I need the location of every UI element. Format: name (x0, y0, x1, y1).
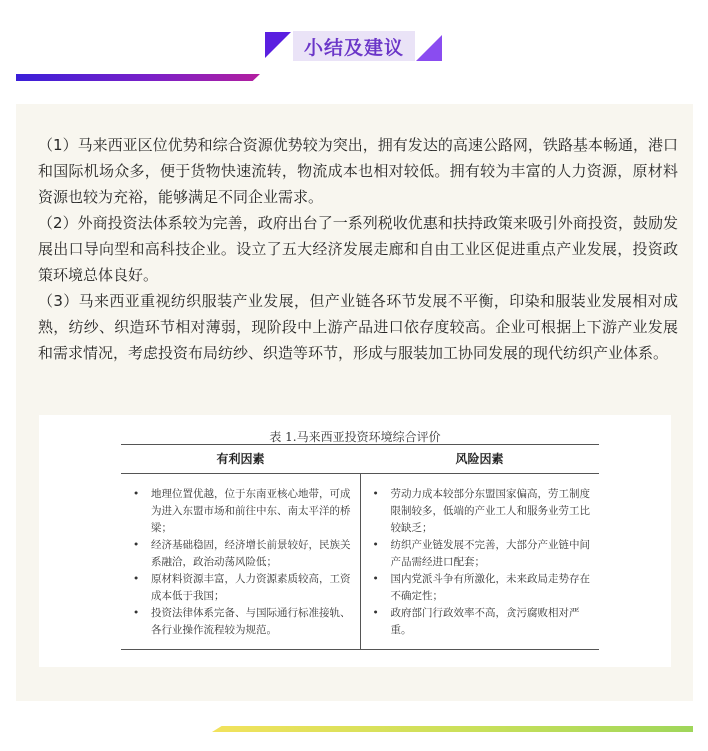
paragraph-1: （1）马来西亚区位优势和综合资源优势较为突出，拥有发达的高速公路网，铁路基本畅通，港口和国际机场众多，便于货物快速流转，物流成本也相对较低。拥有较为丰富的人力资源，原材料资源也较为充裕，能够满足不同企业需求。 (38, 136, 678, 206)
section-header (0, 0, 708, 90)
evaluation-table-figure (39, 415, 671, 667)
content-card (16, 104, 693, 701)
header-favorable: 有利因素 (216, 452, 265, 466)
favorable-column (121, 474, 361, 649)
section-title-box (293, 31, 415, 61)
paragraph-2: （2）外商投资法体系较为完善，政府出台了一系列税收优惠和扶持政策来吸引外商投资，鼓励发展出口导向型和高科技企业。设立了五大经济发展走廊和自由工业区促进重点产业发展，投资政策环境总体良好。 (38, 214, 678, 284)
risk-item: • 政府部门行政效率不高，贪污腐败相对严重。 (369, 605, 592, 639)
footer-gradient-bar (212, 726, 693, 732)
favorable-item: • 原材料资源丰富，人力资源素质较高，工资成本低于我国； (129, 571, 352, 605)
summary-paragraphs (38, 132, 678, 366)
risk-item: • 劳动力成本较部分东盟国家偏高，劳工制度限制较多，低端的产业工人和服务业劳工比较缺乏； (369, 486, 592, 537)
table-caption: 表 1.马来西亚投资环境综合评价 (269, 430, 441, 444)
header-risks: 风险因素 (455, 452, 504, 466)
table-header-row (121, 445, 599, 474)
section-title: 小结及建议 (303, 36, 404, 59)
evaluation-table (121, 444, 599, 650)
header-left-triangle (265, 32, 291, 58)
table-body (121, 474, 599, 649)
favorable-item: • 地理位置优越，位于东南亚核心地带，可成为进入东盟市场和前往中东、南太平洋的桥梁； (129, 486, 352, 537)
header-right-triangle (416, 35, 442, 61)
risk-item: • 纺织产业链发展不完善，大部分产业链中间产品需经进口配套； (369, 537, 592, 571)
paragraph-3: （3）马来西亚重视纺织服装产业发展，但产业链各环节发展不平衡，印染和服装业发展相对成熟，纺纱、织造环节相对薄弱，现阶段中上游产品进口依存度较高。企业可根据上下游产业发展和需求情况，考虑投资布局纺纱、织造等环节，形成与服装加工协同发展的现代纺织产业体系。 (38, 292, 678, 362)
favorable-item: • 投资法律体系完备、与国际通行标准接轨、各行业操作流程较为规范。 (129, 605, 352, 639)
header-gradient-bar (16, 74, 260, 81)
risk-item: • 国内党派斗争有所激化，未来政局走势存在不确定性； (369, 571, 592, 605)
risks-column (361, 474, 600, 649)
favorable-item: • 经济基础稳固，经济增长前景较好，民族关系融洽，政治动荡风险低； (129, 537, 352, 571)
